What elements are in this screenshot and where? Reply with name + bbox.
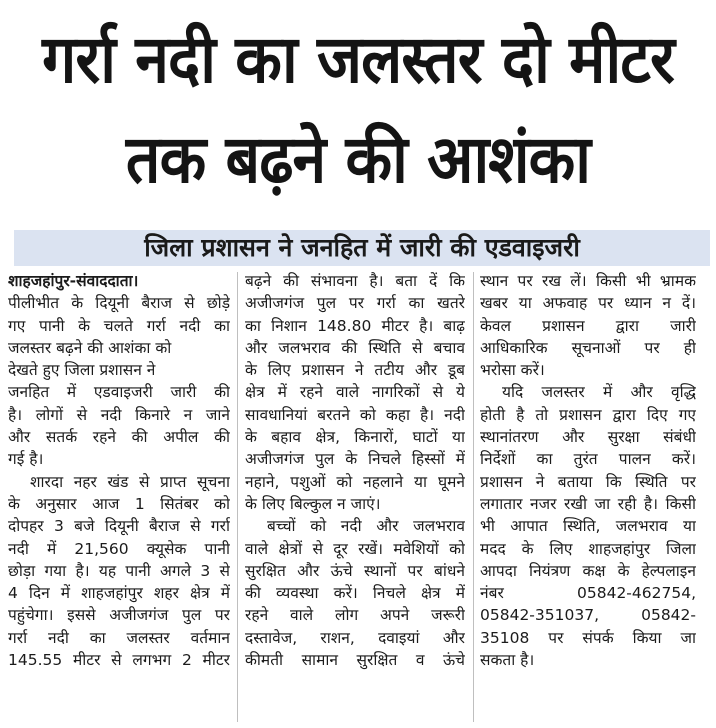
text-line: जनहित में एडवाइजरी जारी की — [8, 383, 230, 402]
text-line: 05842-351037, 05842- — [480, 606, 696, 625]
text-line: अजीजगंज पुल पर गर्रा का खतरे — [245, 294, 465, 313]
text-line: के बहाव क्षेत्र, किनारों, घाटों या — [245, 428, 465, 447]
text-line: होती है तो प्रशासन द्वारा दिए गए — [480, 405, 696, 424]
subheadline: जिला प्रशासन ने जनहित में जारी की एडवाइजरी — [144, 233, 580, 262]
text-line: रहने वाले लोग अपने जरूरी — [245, 606, 465, 625]
text-line: खबर या अफवाह पर ध्यान न दें। — [480, 294, 696, 313]
text-line: की व्यवस्था करें। निचले क्षेत्र में — [245, 584, 465, 603]
text-line: नदी में 21,560 क्यूसेक पानी — [8, 539, 230, 558]
text-line: स्थान पर रख लें। किसी भी भ्रामक — [480, 272, 696, 290]
text-line: बच्चों को नदी और जलभराव — [267, 517, 465, 536]
text-line: और सतर्क रहने की अपील की — [8, 428, 230, 447]
article-column-2 — [245, 270, 465, 671]
text-line: पीलीभीत के दियूनी बैराज से छोड़े — [8, 294, 230, 313]
text-line: दोपहर 3 बजे दियूनी बैराज से गर्रा — [8, 517, 230, 536]
text-line: 35108 पर संपर्क किया जा — [480, 628, 696, 647]
text-line: अजीजगंज पुल के निचले हिस्सों में — [245, 450, 465, 469]
text-line: छोड़ा गया है। यह पानी अगले 3 से — [8, 561, 230, 580]
text-line: निर्देशों का तुरंत पालन करें। — [480, 450, 696, 469]
text-line: प्रशासन ने बताया कि स्थिति पर — [480, 472, 696, 491]
text-line: का निशान 148.80 मीटर है। बाढ़ — [245, 316, 465, 335]
text-line: और जलभराव की स्थिति से बचाव — [245, 338, 465, 357]
article-column-1 — [8, 270, 230, 671]
text-line: है। लोगों से नदी किनारे न जाने — [8, 405, 230, 424]
text-line: 145.55 मीटर से लगभग 2 मीटर — [8, 651, 230, 670]
text-line: गई है। — [8, 450, 44, 469]
text-line: 4 दिन में शाहजहांपुर शहर क्षेत्र में — [8, 584, 230, 603]
text-line: शारदा नहर खंड से प्राप्त सूचना — [30, 472, 230, 491]
text-line: गर्रा नदी का जलस्तर वर्तमान — [8, 628, 230, 647]
text-line: भी आपात स्थिति, जलभराव या — [480, 517, 696, 536]
column-divider — [237, 272, 238, 722]
text-line: वाले क्षेत्रों से दूर रखें। मवेशियों को — [245, 539, 465, 558]
text-line: स्थानांतरण और सुरक्षा संबंधी — [480, 428, 696, 447]
text-line: गए पानी के चलते गर्रा नदी का — [8, 316, 230, 335]
text-line: दस्तावेज, राशन, दवाइयां और — [245, 628, 465, 647]
text-line: लगातार नजर रखी जा रही है। किसी — [480, 494, 696, 513]
column-divider — [473, 272, 474, 722]
text-line: कीमती सामान सुरक्षित व ऊंचे — [245, 651, 465, 670]
text-line: सावधानियां बरतने को कहा है। नदी — [245, 405, 465, 424]
text-line: के अनुसार आज 1 सितंबर को — [8, 494, 230, 513]
text-line: केवल प्रशासन द्वारा जारी — [480, 316, 696, 335]
article-column-3 — [480, 270, 696, 671]
text-line: मदद के लिए शाहजहांपुर जिला — [480, 539, 696, 558]
text-line: सकता है। — [480, 651, 535, 670]
text-line: के लिए बिल्कुल न जाएं। — [245, 494, 381, 513]
text-line: यदि जलस्तर में और वृद्धि — [502, 383, 696, 402]
text-line: क्षेत्र में रहने वाले नागरिकों से ये — [245, 383, 465, 402]
text-line: नंबर 05842-462754, — [480, 584, 696, 603]
text-line: के लिए प्रशासन ने तटीय और डूब — [245, 361, 465, 380]
headline-line-2: तक बढ़ने की आशंका — [125, 121, 591, 198]
text-line: सुरक्षित और ऊंचे स्थानों पर बांधने — [245, 561, 465, 580]
text-line: बढ़ने की संभावना है। बता दें कि — [245, 272, 465, 290]
text-line: भरोसा करें। — [480, 361, 545, 380]
text-line: आधिकारिक सूचनाओं पर ही — [480, 338, 696, 357]
headline-line-1: गर्रा नदी का जलस्तर दो मीटर — [42, 21, 674, 98]
text-line: नहाने, पशुओं को नहलाने या घूमने — [245, 472, 465, 491]
text-line: देखते हुए जिला प्रशासन ने — [8, 361, 156, 380]
dateline: शाहजहांपुर-संवाददाता। — [8, 270, 138, 292]
text-line: आपदा नियंत्रण कक्ष के हेल्पलाइन — [480, 561, 696, 580]
text-line: जलस्तर बढ़ने की आशंका को — [8, 338, 172, 357]
text-line: पहुंचेगा। इससे अजीजगंज पुल पर — [8, 606, 230, 625]
